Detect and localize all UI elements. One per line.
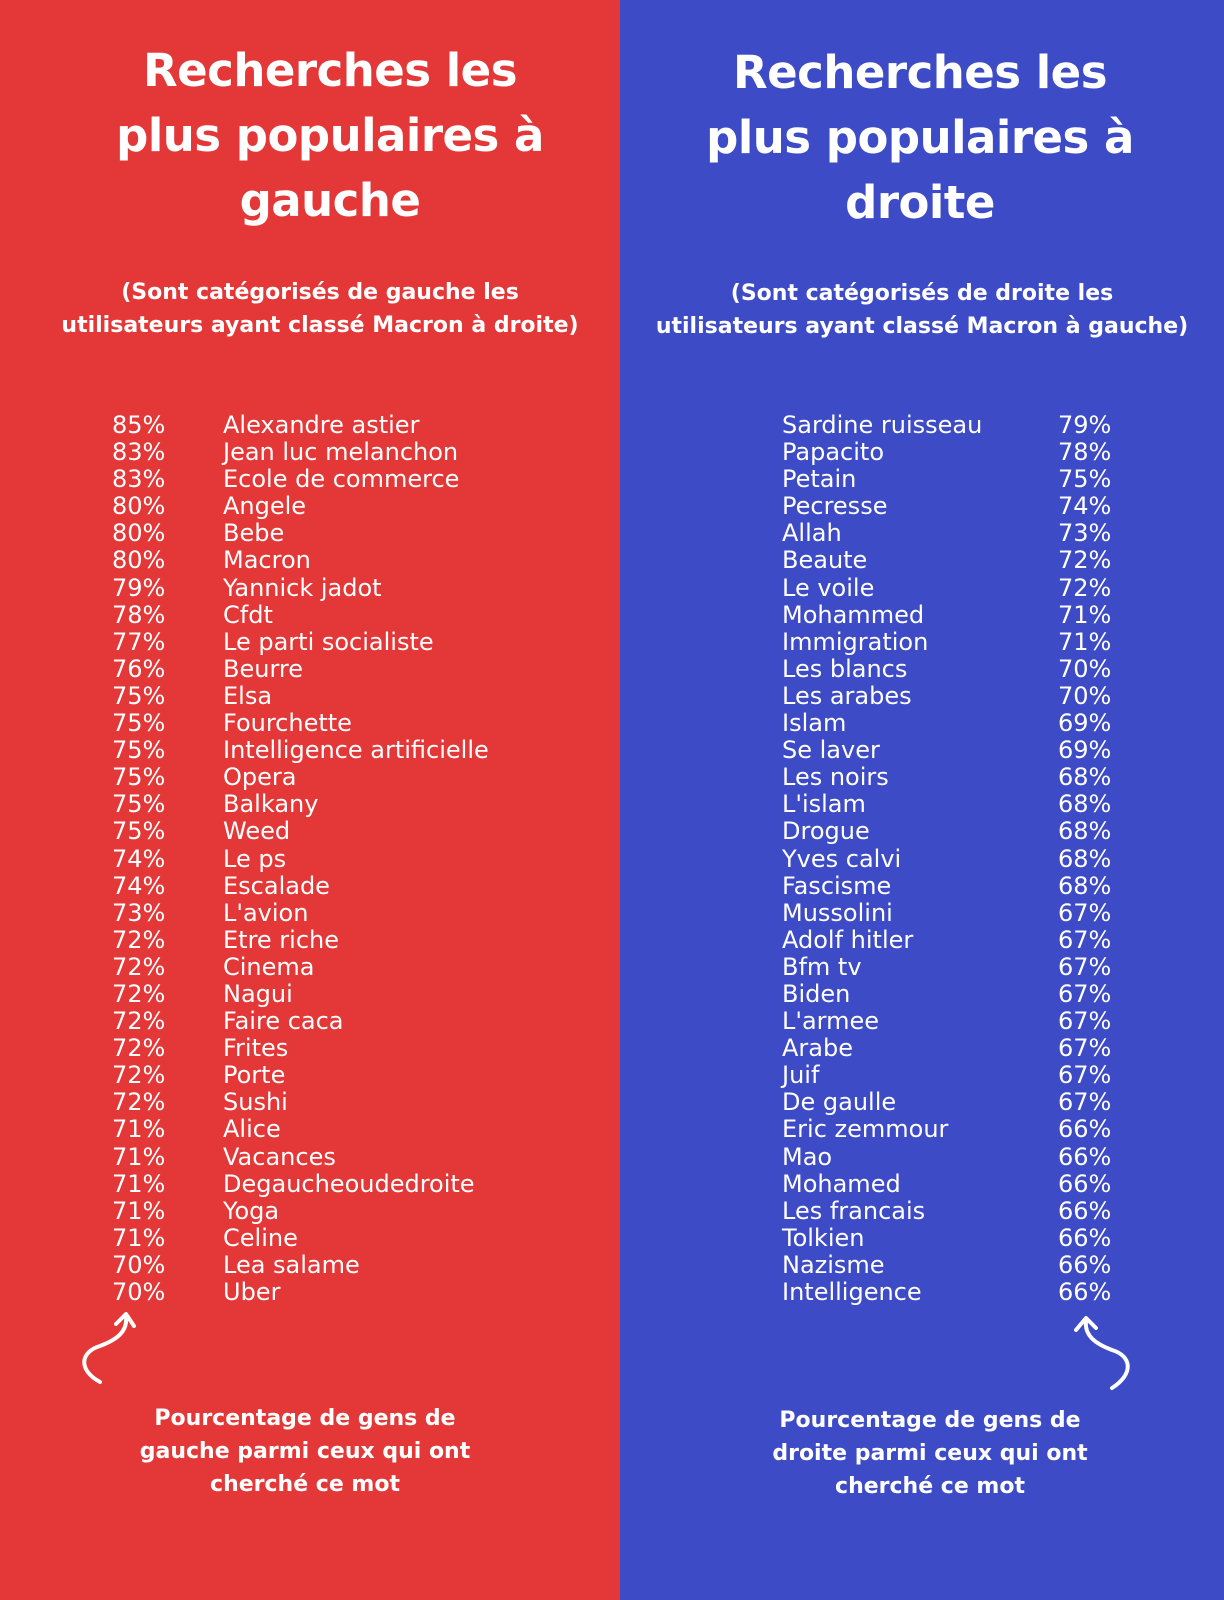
percentage-value: 66% [1058,1250,1112,1279]
search-term: Sushi [223,1088,288,1117]
search-term: Le ps [223,844,287,873]
search-term: Bebe [223,519,285,548]
list-item [110,954,550,981]
search-term: Nazisme [782,1250,885,1279]
right-title-line: droite [845,176,995,229]
percentage-value: 80% [112,519,166,548]
search-term: Uber [223,1278,281,1306]
search-term: L'avion [223,898,309,927]
left-subtitle-line: (Sont catégorisés de gauche les [121,280,519,305]
list-item [782,629,1122,656]
list-item [110,791,550,818]
list-item [782,547,1122,574]
percentage-value: 78% [1058,438,1112,467]
percentage-value: 75% [112,681,166,710]
list-item [782,927,1122,954]
percentage-value: 80% [112,546,166,575]
search-term: Beurre [223,654,303,683]
left-caption-line: gauche parmi ceux qui ont [139,1439,471,1464]
list-item [110,439,550,466]
list-item [782,764,1122,791]
list-item [782,1225,1122,1252]
search-term: Mohamed [782,1169,901,1198]
right-caption-line: cherché ce mot [835,1474,1025,1499]
search-term: Balkany [223,790,319,819]
list-item [110,1144,550,1171]
search-term: Vacances [223,1142,336,1171]
search-term: Petain [782,465,857,494]
percentage-value: 75% [1058,465,1112,494]
search-term: Etre riche [223,925,340,954]
percentage-value: 72% [112,952,166,981]
list-item [782,1089,1122,1116]
list-item [782,575,1122,602]
list-item [782,602,1122,629]
list-item [110,1225,550,1252]
right-subtitle-line: (Sont catégorisés de droite les [730,281,1114,306]
left-caption-line: cherché ce mot [210,1472,400,1497]
percentage-value: 72% [112,979,166,1008]
list-item [110,1062,550,1089]
list-item [110,1279,550,1306]
percentage-value: 79% [112,573,166,602]
right-panel [620,0,1224,1600]
search-term: Sardine ruisseau [782,411,983,439]
list-item [110,927,550,954]
search-term: Faire caca [223,1007,344,1036]
search-term: L'armee [782,1007,880,1036]
search-term: Les noirs [782,763,889,792]
list-item [110,873,550,900]
list-item [110,656,550,683]
percentage-value: 74% [112,844,166,873]
search-term: Alice [223,1115,281,1144]
percentage-value: 67% [1058,1088,1112,1117]
list-item [110,981,550,1008]
search-term: Yannick jadot [223,573,382,602]
search-term: Macron [223,546,311,575]
percentage-value: 67% [1058,1061,1112,1090]
search-term: Fascisme [782,871,892,900]
percentage-value: 66% [1058,1278,1112,1306]
list-item [782,1062,1122,1089]
percentage-value: 72% [112,925,166,954]
percentage-value: 71% [112,1196,166,1225]
list-item [782,954,1122,981]
list-item [782,710,1122,737]
left-search-list [110,412,550,1306]
search-term: Celine [223,1223,298,1252]
search-term: Angele [223,492,307,521]
right-caption [710,1404,1150,1503]
search-term: Jean luc melanchon [223,438,459,467]
search-term: Porte [223,1061,286,1090]
percentage-value: 68% [1058,817,1112,846]
left-subtitle [30,276,610,342]
list-item [110,846,550,873]
search-term: Mohammed [782,600,925,629]
search-term: Les francais [782,1196,926,1225]
list-item [782,439,1122,466]
list-item [110,1089,550,1116]
list-item [782,1008,1122,1035]
percentage-value: 66% [1058,1223,1112,1252]
search-term: Mussolini [782,898,893,927]
list-item [110,1252,550,1279]
list-item [110,629,550,656]
percentage-value: 77% [112,627,166,656]
percentage-value: 68% [1058,763,1112,792]
left-subtitle-line: utilisateurs ayant classé Macron à droite) [61,313,579,338]
list-item [782,873,1122,900]
list-item [110,493,550,520]
percentage-value: 68% [1058,844,1112,873]
percentage-value: 69% [1058,736,1112,765]
percentage-value: 67% [1058,952,1112,981]
search-term: Yves calvi [782,844,902,873]
search-term: Se laver [782,736,880,765]
search-term: Ecole de commerce [223,465,460,494]
list-item [782,493,1122,520]
search-term: Frites [223,1034,289,1063]
list-item [110,520,550,547]
list-item [110,764,550,791]
left-caption [100,1402,510,1501]
percentage-value: 72% [112,1088,166,1117]
search-term: Le parti socialiste [223,627,434,656]
search-term: Cfdt [223,600,273,629]
search-term: De gaulle [782,1088,897,1117]
search-term: Tolkien [782,1223,865,1252]
list-item [782,1035,1122,1062]
search-term: Les arabes [782,681,912,710]
list-item [782,846,1122,873]
percentage-value: 71% [1058,627,1112,656]
search-term: Mao [782,1142,833,1171]
list-item [782,412,1122,439]
percentage-value: 74% [112,871,166,900]
list-item [782,1144,1122,1171]
list-item [110,1035,550,1062]
percentage-value: 70% [112,1278,166,1306]
percentage-value: 71% [112,1169,166,1198]
list-item [110,1171,550,1198]
right-title [660,40,1180,235]
percentage-value: 83% [112,465,166,494]
percentage-value: 75% [112,817,166,846]
left-title-line: gauche [239,174,421,227]
left-title-line: Recherches les [142,44,517,97]
percentage-value: 72% [112,1034,166,1063]
search-term: Nagui [223,979,293,1008]
percentage-value: 75% [112,736,166,765]
percentage-value: 75% [112,790,166,819]
search-term: Le voile [782,573,875,602]
percentage-value: 70% [1058,654,1112,683]
percentage-value: 67% [1058,1007,1112,1036]
percentage-value: 73% [1058,519,1112,548]
percentage-value: 66% [1058,1169,1112,1198]
percentage-value: 67% [1058,1034,1112,1063]
percentage-value: 83% [112,438,166,467]
percentage-value: 66% [1058,1115,1112,1144]
percentage-value: 72% [1058,573,1112,602]
search-term: Opera [223,763,297,792]
search-term: Degaucheoudedroite [223,1169,475,1198]
right-subtitle-line: utilisateurs ayant classé Macron à gauche) [655,314,1189,339]
search-term: Yoga [223,1196,280,1225]
list-item [782,1116,1122,1143]
percentage-value: 66% [1058,1142,1112,1171]
search-term: Elsa [223,681,273,710]
percentage-value: 72% [1058,546,1112,575]
list-item [110,466,550,493]
search-term: Islam [782,709,847,738]
search-term: Pecresse [782,492,888,521]
right-caption-line: Pourcentage de gens de [779,1408,1081,1433]
percentage-value: 70% [1058,681,1112,710]
percentage-value: 72% [112,1061,166,1090]
search-term: Juif [782,1061,820,1090]
list-item [110,412,550,439]
list-item [782,1198,1122,1225]
list-item [782,520,1122,547]
search-term: Escalade [223,871,330,900]
list-item [110,547,550,574]
percentage-value: 71% [112,1142,166,1171]
list-item [782,466,1122,493]
search-term: Fourchette [223,709,352,738]
list-item [782,683,1122,710]
search-term: Arabe [782,1034,853,1063]
percentage-value: 72% [112,1007,166,1036]
percentage-value: 75% [112,709,166,738]
left-title [60,38,600,233]
list-item [782,656,1122,683]
right-search-list [782,412,1122,1306]
search-term: Immigration [782,627,929,656]
search-term: Weed [223,817,291,846]
percentage-value: 73% [112,898,166,927]
list-item [782,981,1122,1008]
search-term: Alexandre astier [223,411,420,439]
percentage-value: 66% [1058,1196,1112,1225]
list-item [782,818,1122,845]
search-term: Allah [782,519,842,548]
percentage-value: 80% [112,492,166,521]
right-subtitle [620,277,1224,343]
search-term: Cinema [223,952,315,981]
search-term: Papacito [782,438,884,467]
search-term: L'islam [782,790,866,819]
percentage-value: 78% [112,600,166,629]
left-title-line: plus populaires à [116,109,544,162]
list-item [782,791,1122,818]
list-item [110,818,550,845]
percentage-value: 67% [1058,898,1112,927]
percentage-value: 85% [112,411,166,439]
list-item [782,1171,1122,1198]
search-term: Adolf hitler [782,925,914,954]
percentage-value: 68% [1058,790,1112,819]
curved-arrow-icon [1070,1316,1140,1416]
list-item [110,737,550,764]
percentage-value: 75% [112,763,166,792]
search-term: Intelligence artificielle [223,736,489,765]
list-item [110,683,550,710]
search-term: Les blancs [782,654,908,683]
search-term: Biden [782,979,851,1008]
right-title-line: Recherches les [732,46,1107,99]
list-item [110,1008,550,1035]
search-term: Drogue [782,817,870,846]
right-caption-line: droite parmi ceux qui ont [772,1441,1088,1466]
search-term: Beaute [782,546,868,575]
percentage-value: 71% [112,1223,166,1252]
percentage-value: 69% [1058,709,1112,738]
search-term: Eric zemmour [782,1115,949,1144]
percentage-value: 68% [1058,871,1112,900]
right-title-line: plus populaires à [706,111,1134,164]
list-item [110,602,550,629]
search-term: Intelligence [782,1278,922,1306]
list-item [782,1279,1122,1306]
percentage-value: 67% [1058,925,1112,954]
search-term: Bfm tv [782,952,862,981]
left-caption-line: Pourcentage de gens de [154,1406,456,1431]
percentage-value: 76% [112,654,166,683]
percentage-value: 71% [1058,600,1112,629]
list-item [782,737,1122,764]
percentage-value: 70% [112,1250,166,1279]
list-item [782,900,1122,927]
percentage-value: 74% [1058,492,1112,521]
percentage-value: 71% [112,1115,166,1144]
list-item [110,1198,550,1225]
list-item [782,1252,1122,1279]
percentage-value: 79% [1058,411,1112,439]
list-item [110,1116,550,1143]
list-item [110,710,550,737]
list-item [110,575,550,602]
search-term: Lea salame [223,1250,360,1279]
list-item [110,900,550,927]
percentage-value: 67% [1058,979,1112,1008]
curved-arrow-icon [72,1312,142,1412]
